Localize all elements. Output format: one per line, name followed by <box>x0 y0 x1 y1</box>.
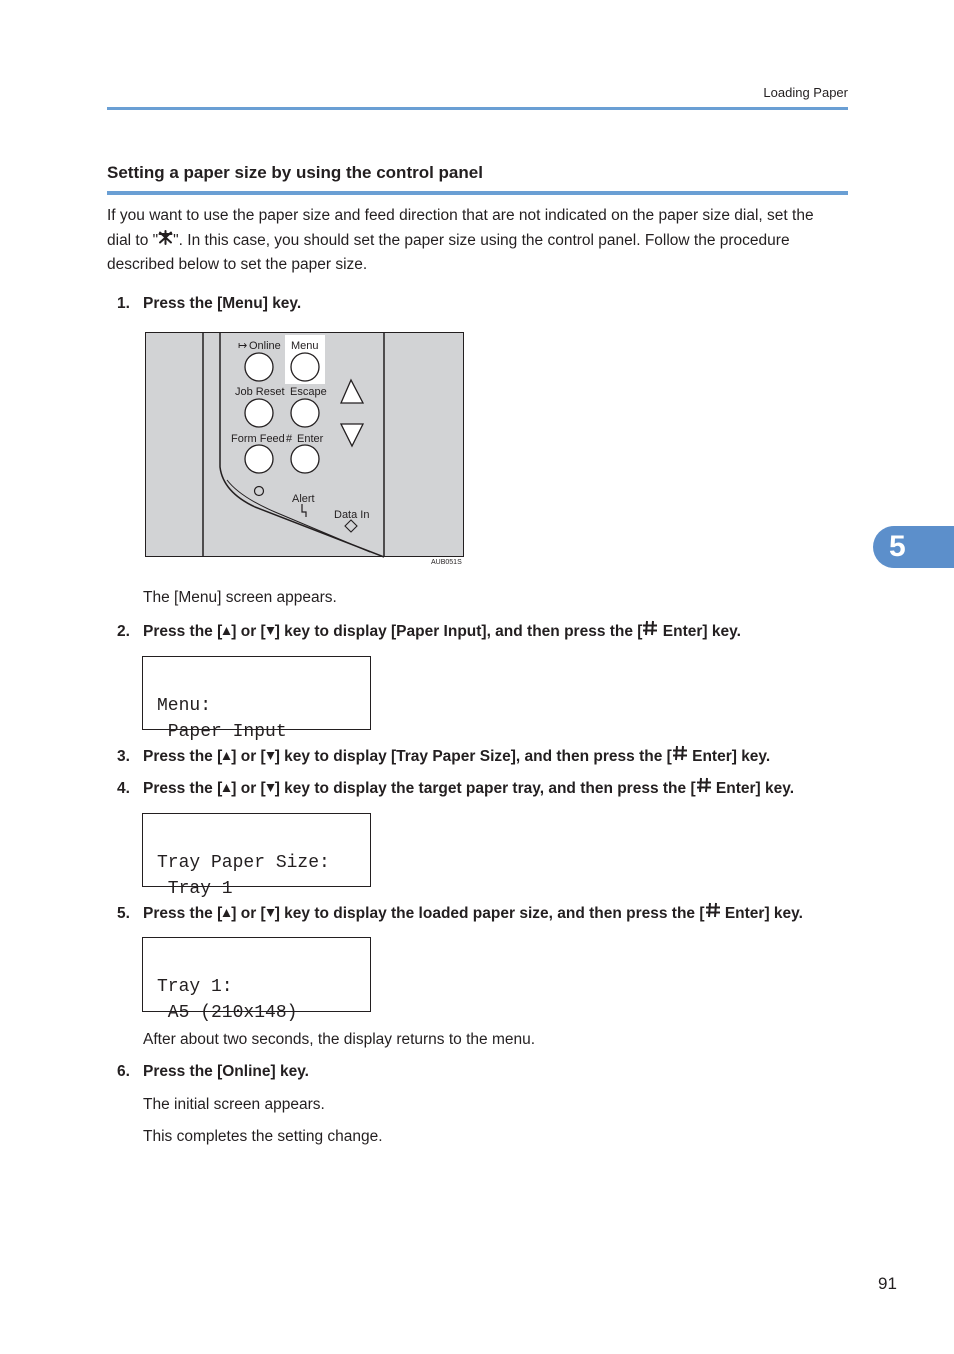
section-rule <box>107 191 848 195</box>
up-triangle-icon <box>222 905 231 923</box>
figure-code: AUB051S <box>431 559 462 566</box>
control-panel-figure <box>145 332 465 563</box>
step-2: 2. Press the [ ] or [ ] key to display [Paper Input], and then press the [ Enter] key. <box>117 620 741 641</box>
hash-enter-icon <box>705 902 721 923</box>
lcd-screen-tray-1: Tray 1: A5 (210x148) <box>142 937 371 1012</box>
step-3: 3. Press the [ ] or [ ] key to display [Tray Paper Size], and then press the [ Enter] key. <box>117 745 770 766</box>
step-6: 6. Press the [Online] key. <box>117 1063 309 1080</box>
lcd-screen-menu: Menu: Paper Input <box>142 656 371 730</box>
page-number: 91 <box>878 1274 897 1293</box>
down-triangle-icon <box>266 748 275 766</box>
header-rule <box>107 107 848 110</box>
data-in-label: Data In <box>334 509 370 521</box>
svg-text:#: # <box>286 433 293 445</box>
enter-label: Enter <box>297 433 324 445</box>
enter-button[interactable] <box>291 445 319 473</box>
escape-label: Escape <box>290 386 327 398</box>
menu-label: Menu <box>291 340 319 352</box>
step-5: 5. Press the [ ] or [ ] key to display the loaded paper size, and then press the [ Enter] key. <box>117 902 803 923</box>
job-reset-label: Job Reset <box>235 386 285 398</box>
form-feed-label: Form Feed <box>231 433 285 445</box>
step-4: 4. Press the [ ] or [ ] key to display the target paper tray, and then press the [ Enter] key. <box>117 777 794 798</box>
step-5-result: After about two seconds, the display returns to the menu. <box>143 1031 536 1048</box>
up-triangle-icon <box>222 748 231 766</box>
online-button[interactable] <box>245 353 273 381</box>
form-feed-button[interactable] <box>245 445 273 473</box>
svg-text:↦: ↦ <box>238 340 248 352</box>
down-triangle-icon <box>266 623 275 641</box>
hash-enter-icon <box>672 745 688 766</box>
hash-enter-icon <box>642 620 658 641</box>
step-6-result-1: The initial screen appears. <box>143 1096 325 1113</box>
hash-enter-icon <box>696 777 712 798</box>
lcd-screen-tray-paper-size: Tray Paper Size: Tray 1 <box>142 813 371 887</box>
step-6-result-2: This completes the setting change. <box>143 1128 383 1145</box>
intro-line-1: If you want to use the paper size and feed direction that are not indicated on the paper size dial, set the <box>107 207 814 224</box>
job-reset-button[interactable] <box>245 399 273 427</box>
intro-line-3: described below to set the paper size. <box>107 256 368 273</box>
intro-line-2: dial to " ". In this case, you should set the paper size using the control panel. Follow the procedure <box>107 229 852 254</box>
up-triangle-icon <box>222 623 231 641</box>
down-triangle-icon <box>266 905 275 923</box>
asterisk-dial-icon <box>158 229 173 254</box>
running-head: Loading Paper <box>763 85 848 100</box>
up-triangle-icon <box>222 780 231 798</box>
menu-button[interactable] <box>291 353 319 381</box>
intro-paragraph <box>107 204 852 278</box>
chapter-tab: 5 <box>873 526 954 568</box>
down-triangle-icon <box>266 780 275 798</box>
alert-label: Alert <box>292 493 315 505</box>
step-1-result: The [Menu] screen appears. <box>143 589 337 606</box>
step-1: 1. Press the [Menu] key. <box>117 295 302 312</box>
section-title: Setting a paper size by using the control panel <box>107 163 483 182</box>
escape-button[interactable] <box>291 399 319 427</box>
online-label: Online <box>249 340 281 352</box>
